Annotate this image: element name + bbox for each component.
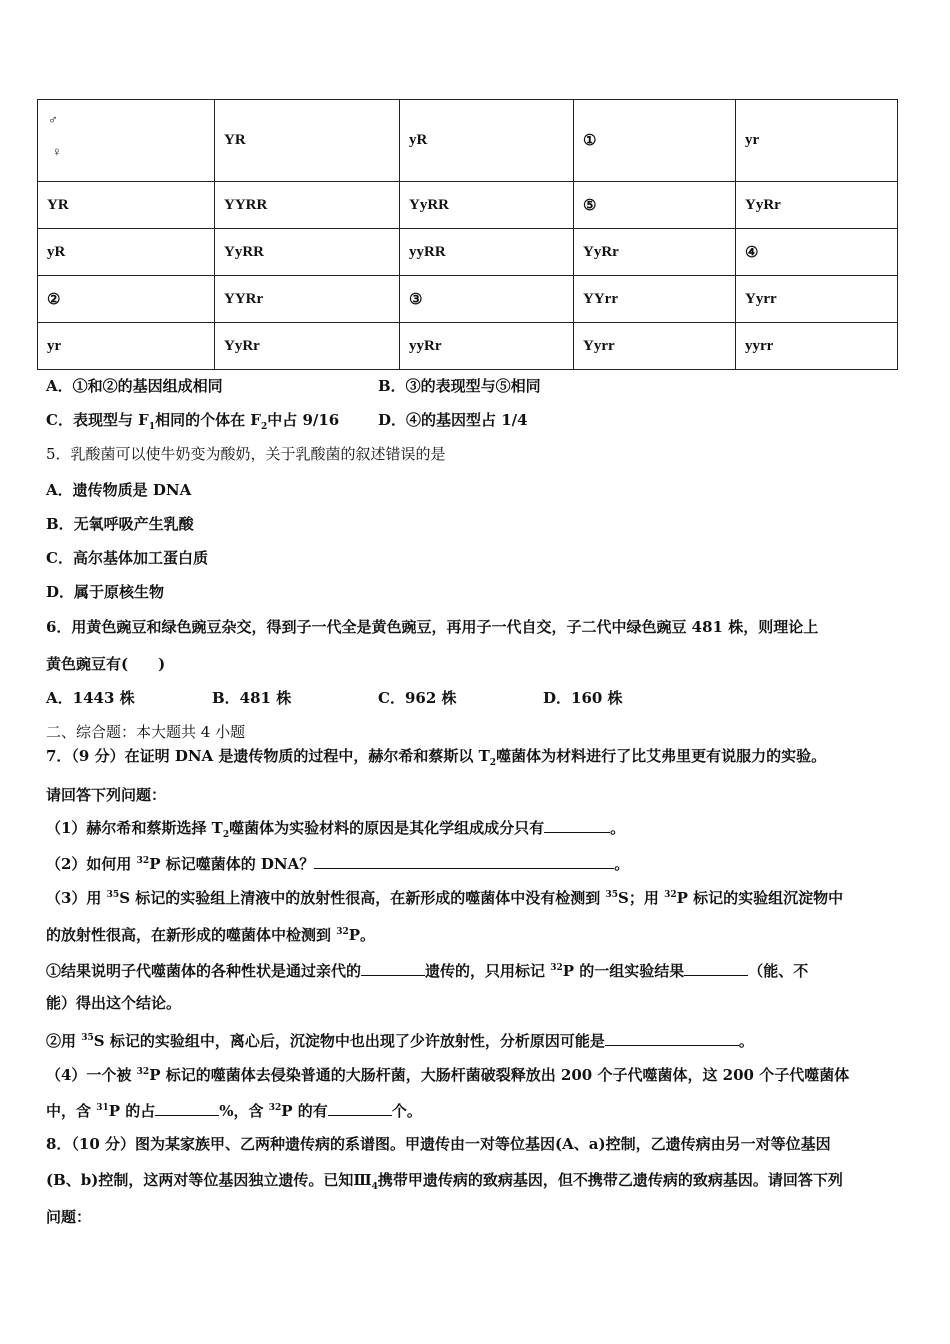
punnett-square-table — [37, 99, 898, 370]
q4-option-a: A．①和②的基因组成相同 — [46, 377, 223, 395]
q7-part2 — [46, 851, 629, 874]
text: S 标记的实验组上清液中的放射性很高，在新形成的噬菌体中没有检测到 — [119, 889, 606, 907]
text: 中，含 — [46, 1102, 97, 1120]
q5-stem: 5．乳酸菌可以使牛奶变为酸奶，关于乳酸菌的叙述错误的是 — [46, 445, 446, 463]
q4-option-b: B．③的表现型与⑤相同 — [378, 377, 541, 395]
q7-part3-line2 — [46, 922, 375, 945]
q6-stem-line2: 黄色豌豆有( ) — [46, 655, 166, 673]
text: 。 — [610, 819, 626, 837]
text: %，含 — [219, 1102, 269, 1120]
text: （2）如何用 — [46, 855, 137, 873]
table-cell: YYRr — [215, 276, 400, 323]
table-cell: ⑤ — [574, 182, 736, 229]
male-symbol: ♂ — [48, 112, 58, 127]
female-symbol: ♀ — [52, 144, 62, 159]
table-row — [38, 182, 898, 229]
table-cell: Yyrr — [574, 323, 736, 370]
table-header-cell: yR — [400, 100, 574, 182]
text: P 标记噬菌体的 DNA？ — [149, 855, 315, 873]
table-corner-cell — [38, 100, 215, 182]
table-header-cell: ① — [574, 100, 736, 182]
answer-blank[interactable] — [605, 1031, 739, 1046]
table-cell: YyRr — [736, 182, 898, 229]
q4-option-c — [46, 410, 339, 437]
text: P 的占 — [108, 1102, 156, 1120]
text: ①结果说明子代噬菌体的各种性状是通过亲代的 — [46, 962, 362, 980]
text: P 标记的实验组沉淀物中 — [676, 889, 844, 907]
superscript: 35 — [81, 1033, 94, 1043]
q5-option-c: C．高尔基体加工蛋白质 — [46, 549, 208, 567]
subscript: 2 — [260, 422, 268, 432]
text: P 的一组实验结果 — [562, 962, 685, 980]
q5-option-b: B．无氧呼吸产生乳酸 — [46, 515, 194, 533]
superscript: 32 — [550, 963, 563, 973]
answer-blank[interactable] — [361, 961, 425, 976]
table-cell: yyRR — [400, 229, 574, 276]
q6-option-b: B．481 株 — [212, 689, 292, 707]
q6-option-a: A．1443 株 — [46, 689, 135, 707]
answer-blank[interactable] — [155, 1101, 219, 1116]
table-cell: Yyrr — [736, 276, 898, 323]
text: 遗传的，只用标记 — [425, 962, 551, 980]
answer-blank[interactable] — [684, 961, 748, 976]
superscript: 32 — [336, 927, 349, 937]
text: P 的有 — [281, 1102, 328, 1120]
superscript: 32 — [664, 890, 677, 900]
q7-subq1-line2: 能）得出这个结论。 — [46, 994, 182, 1012]
table-row — [38, 323, 898, 370]
text: 噬菌体为材料进行了比艾弗里更有说服力的实验。 — [496, 747, 827, 765]
section-heading: 二、综合题：本大题共 4 小题 — [46, 723, 246, 741]
text: 。 — [614, 855, 630, 873]
q8-stem-line3: 问题： — [46, 1208, 92, 1226]
superscript: 35 — [605, 890, 619, 900]
text: 7．（9 分）在证明 DNA 是遗传物质的过程中，赫尔希和蔡斯以 T — [46, 747, 490, 765]
superscript: 35 — [106, 890, 120, 900]
answer-blank[interactable] — [314, 854, 614, 869]
q8-stem-line1: 8．（10 分）图为某家族甲、乙两种遗传病的系谱图。甲遗传由一对等位基因(A、a)控制，乙遗传病由另一对等位基因 — [46, 1135, 831, 1153]
table-cell: ② — [38, 276, 215, 323]
q7-subq1-line1 — [46, 958, 808, 981]
superscript: 32 — [268, 1103, 282, 1113]
answer-blank[interactable] — [544, 818, 610, 833]
text: （3）用 — [46, 889, 107, 907]
table-cell: ④ — [736, 229, 898, 276]
table-cell: yyRr — [400, 323, 574, 370]
table-cell: yyrr — [736, 323, 898, 370]
q6-option-d: D．160 株 — [543, 689, 623, 707]
text: S；用 — [618, 889, 665, 907]
table-cell: yr — [38, 323, 215, 370]
subscript: 2 — [489, 758, 497, 768]
q7-part1 — [46, 818, 625, 845]
subscript: 1 — [148, 422, 156, 432]
q7-part4-line2 — [46, 1098, 422, 1121]
q6-stem-line1: 6．用黄色豌豆和绿色豌豆杂交，得到子一代全是黄色豌豆，再用子一代自交，子二代中绿色豌豆 481 株，则理论上 — [46, 618, 819, 636]
text: （1）赫尔希和蔡斯选择 T — [46, 819, 223, 837]
q7-subq2 — [46, 1028, 754, 1051]
answer-blank[interactable] — [328, 1101, 392, 1116]
text: 。 — [738, 1032, 754, 1050]
table-row — [38, 276, 898, 323]
text: S 标记的实验组中，离心后，沉淀物中也出现了少许放射性，分析原因可能是 — [93, 1032, 605, 1050]
table-row — [38, 229, 898, 276]
superscript: 32 — [136, 1067, 150, 1077]
table-cell: yR — [38, 229, 215, 276]
q4-option-d: D．④的基因型占 1/4 — [378, 411, 528, 429]
superscript: 32 — [136, 856, 150, 866]
text: P。 — [348, 926, 376, 944]
subscript: 4 — [371, 1182, 378, 1192]
text: （4）一个被 — [46, 1066, 137, 1084]
q7-part4-line1 — [46, 1062, 849, 1085]
q8-stem-line2 — [46, 1170, 843, 1197]
table-cell: YYRR — [215, 182, 400, 229]
text: P 标记的噬菌体去侵染普通的大肠杆菌，大肠杆菌破裂释放出 200 个子代噬菌体，这 200 个子代噬菌体 — [149, 1066, 850, 1084]
text: 携带甲遗传病的致病基因，但不携带乙遗传病的致病基因。请回答下列 — [377, 1171, 843, 1189]
table-cell: YYrr — [574, 276, 736, 323]
text: (B、b)控制，这两对等位基因独立遗传。已知Ⅲ — [46, 1171, 372, 1189]
table-header-cell: yr — [736, 100, 898, 182]
q6-option-c: C．962 株 — [378, 689, 457, 707]
table-cell: YyRR — [400, 182, 574, 229]
superscript: 31 — [96, 1103, 109, 1113]
table-header-cell: YR — [215, 100, 400, 182]
q7-stem-line1 — [46, 746, 826, 773]
table-header-row — [38, 100, 898, 182]
text: 个。 — [391, 1102, 422, 1120]
table-cell: YyRr — [574, 229, 736, 276]
text: 的放射性很高，在新形成的噬菌体中检测到 — [46, 926, 337, 944]
table-cell: YyRr — [215, 323, 400, 370]
q7-part3-line1 — [46, 885, 843, 908]
subscript: 2 — [222, 830, 230, 840]
text: （能、不 — [748, 962, 809, 980]
table-cell: YyRR — [215, 229, 400, 276]
text: ②用 — [46, 1032, 82, 1050]
text: 相同的个体在 F — [155, 411, 261, 429]
text: C．表现型与 F — [46, 411, 149, 429]
table-cell: YR — [38, 182, 215, 229]
q5-option-a: A．遗传物质是 DNA — [46, 481, 192, 499]
q7-stem-line2: 请回答下列问题： — [46, 786, 167, 804]
q5-option-d: D．属于原核生物 — [46, 583, 165, 601]
table-cell: ③ — [400, 276, 574, 323]
text: 中占 9/16 — [267, 411, 340, 429]
text: 噬菌体为实验材料的原因是其化学组成成分只有 — [229, 819, 545, 837]
